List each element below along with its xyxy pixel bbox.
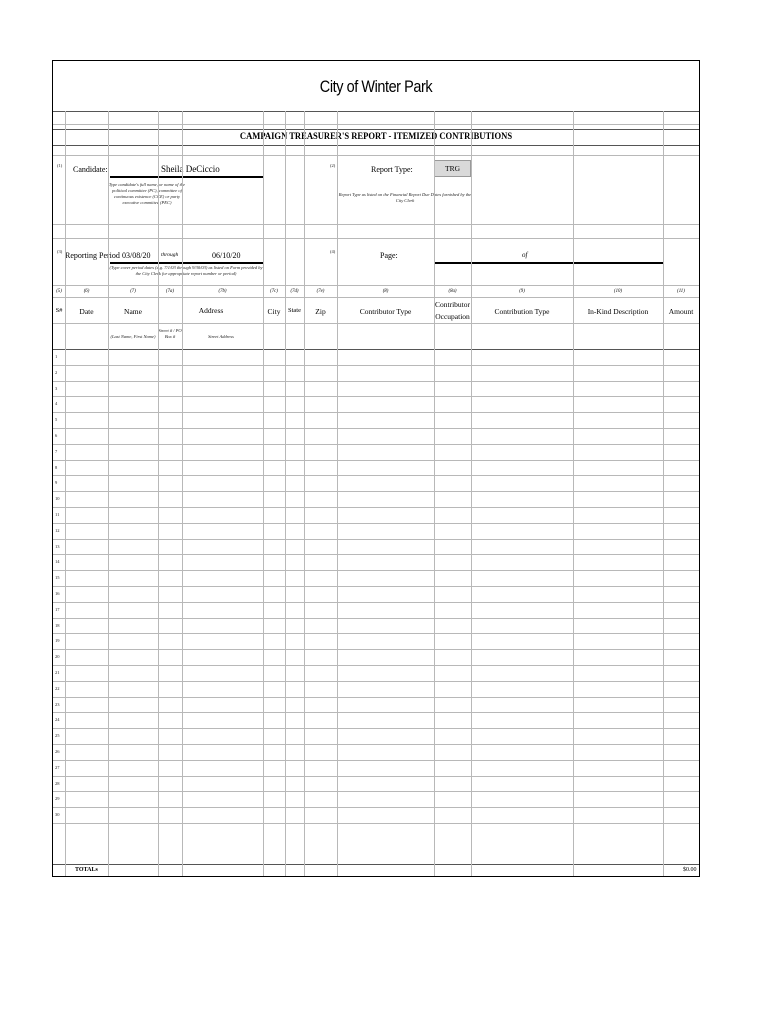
col-num-name: (7) [130, 289, 136, 294]
col-subheader-street: Street Address [208, 334, 234, 339]
col-header-city: City [267, 307, 281, 316]
grid-column-line [434, 111, 435, 876]
row-number: 6 [55, 433, 58, 438]
table-row[interactable] [53, 823, 699, 824]
table-row[interactable] [53, 665, 699, 666]
grid-column-line [182, 111, 183, 876]
table-row[interactable] [53, 681, 699, 682]
col-num-contribution-type: (9) [519, 289, 525, 294]
period-hint: (Type cover period dates (e.g. 7/1/03 through 9/30/03) as listed on Form provided by the City Clerk for appropriate report number or period) [109, 265, 263, 276]
table-row[interactable] [53, 728, 699, 729]
table-row[interactable] [53, 807, 699, 808]
table-row[interactable] [53, 365, 699, 366]
row-number: 24 [55, 717, 60, 723]
table-row[interactable] [53, 570, 699, 571]
col-subheader-name: (Last Name, First Name) [110, 334, 156, 339]
row-number: 28 [55, 780, 60, 786]
period-through: through [161, 252, 179, 258]
row-number: 29 [55, 796, 60, 802]
table-row[interactable] [53, 428, 699, 429]
table-row[interactable] [53, 381, 699, 382]
table-row[interactable] [53, 554, 699, 555]
row-number: 21 [55, 670, 60, 675]
period-label: Reporting Period [65, 251, 120, 260]
table-row[interactable] [53, 444, 699, 445]
row-number: 11 [55, 512, 60, 517]
row-number: 27 [55, 764, 60, 770]
grid-column-line [573, 111, 574, 876]
col-header-inkind: In-Kind Description [587, 307, 649, 316]
grid-column-line [158, 111, 159, 876]
period-number: (3) [57, 249, 63, 254]
report-type-number: (2) [330, 163, 336, 168]
row-number: 26 [55, 749, 60, 754]
table-row[interactable] [53, 744, 699, 745]
col-num-street-no: (7a) [166, 289, 174, 294]
candidate-number: (1) [57, 163, 63, 168]
page-label: Page: [380, 251, 398, 260]
col-header-contribution-type: Contribution Type [494, 307, 550, 316]
table-row[interactable] [53, 791, 699, 792]
col-header-occupation: Contributor Occupation [435, 300, 470, 321]
table-row[interactable] [53, 539, 699, 540]
row-number: 23 [55, 701, 60, 707]
row-number: 25 [55, 733, 60, 739]
col-header-name: Name [124, 307, 142, 316]
table-row[interactable] [53, 697, 699, 698]
row-number: 7 [55, 448, 58, 454]
grid-column-line [663, 111, 664, 876]
totals-label: TOTALs [75, 867, 98, 873]
row-number: 19 [55, 638, 60, 644]
col-header-state: State [288, 307, 301, 314]
col-num-zip: (7e) [316, 289, 325, 294]
report-subtitle: CAMPAIGN TREASURER'S REPORT - ITEMIZED CONTRIBUTIONS [239, 132, 513, 142]
page-number-label: (4) [330, 249, 336, 254]
col-header-date: Date [79, 307, 94, 316]
table-row[interactable] [53, 491, 699, 492]
row-number: 15 [55, 575, 60, 581]
candidate-label: Candidate: [73, 165, 108, 174]
grid-column-line [108, 111, 109, 876]
row-number: 18 [55, 622, 60, 628]
col-num-sn: (5) [56, 289, 62, 294]
table-row[interactable] [53, 633, 699, 634]
table-row[interactable] [53, 618, 699, 619]
col-num-address: (7b) [218, 289, 227, 294]
table-row[interactable] [53, 507, 699, 508]
col-header-sn: S# [55, 307, 63, 314]
table-row[interactable] [53, 412, 699, 413]
period-from[interactable]: 03/08/20 [122, 251, 151, 260]
grid-column-line [65, 111, 66, 876]
row-number: 1 [55, 354, 58, 359]
table-row[interactable] [53, 649, 699, 650]
report-type-value: TRG [445, 164, 460, 173]
col-header-zip: Zip [315, 307, 326, 316]
col-header-contributor-type: Contributor Type [359, 307, 412, 316]
table-row[interactable] [53, 523, 699, 524]
col-num-city: (7c) [270, 289, 278, 294]
row-number: 4 [55, 401, 58, 407]
row-number: 30 [55, 812, 60, 818]
period-to[interactable]: 06/10/20 [212, 251, 241, 260]
report-sheet [52, 60, 700, 877]
row-number: 10 [55, 496, 60, 502]
row-number: 20 [55, 654, 60, 660]
row-number: 9 [55, 480, 58, 486]
table-row[interactable] [53, 460, 699, 461]
table-row[interactable] [53, 776, 699, 777]
table-row[interactable] [53, 475, 699, 476]
col-header-amount: Amount [668, 307, 694, 316]
table-row[interactable] [53, 586, 699, 587]
grid-column-line [285, 111, 286, 876]
col-header-address: Address [198, 306, 224, 315]
row-number: 8 [55, 464, 58, 470]
row-number: 3 [55, 385, 58, 391]
col-num-state: (7d) [290, 289, 299, 294]
row-number: 14 [55, 559, 60, 565]
table-row[interactable] [53, 602, 699, 603]
col-num-inkind: (10) [614, 289, 622, 294]
totals-amount: $0.00 [683, 867, 697, 873]
grid-column-line [471, 111, 472, 876]
row-number: 17 [55, 606, 60, 612]
col-num-amount: (11) [677, 289, 685, 294]
row-number: 13 [55, 543, 60, 549]
table-row[interactable] [53, 396, 699, 397]
row-number: 2 [55, 369, 58, 375]
col-num-occupation: (8a) [448, 289, 457, 294]
col-subheader-street-no: Street # / PO Box # [158, 328, 182, 339]
candidate-hint: Type candidate's full name, or name of the political committee (PC), committee of continuous existence (CCE) or party executive committee (PEC) [108, 182, 186, 205]
col-num-date: (6) [83, 289, 90, 294]
grid-column-line [337, 111, 338, 876]
col-num-contributor-type: (8) [382, 289, 389, 294]
grid-column-line [304, 111, 305, 876]
grid-column-line [263, 111, 264, 876]
row-number: 22 [55, 685, 60, 691]
page-of: of [522, 251, 528, 259]
report-type-hint: Report Type as listed on the Financial Report Due Dates furnished by the City Clerk [338, 192, 472, 203]
table-row[interactable] [53, 760, 699, 761]
report-type-label: Report Type: [371, 165, 413, 174]
row-number: 5 [55, 417, 58, 423]
page-title: City of Winter Park [319, 77, 433, 96]
row-number: 16 [55, 591, 60, 596]
row-number: 12 [55, 527, 60, 533]
candidate-name[interactable]: Sheila DeCiccio [161, 164, 220, 174]
table-row[interactable] [53, 712, 699, 713]
